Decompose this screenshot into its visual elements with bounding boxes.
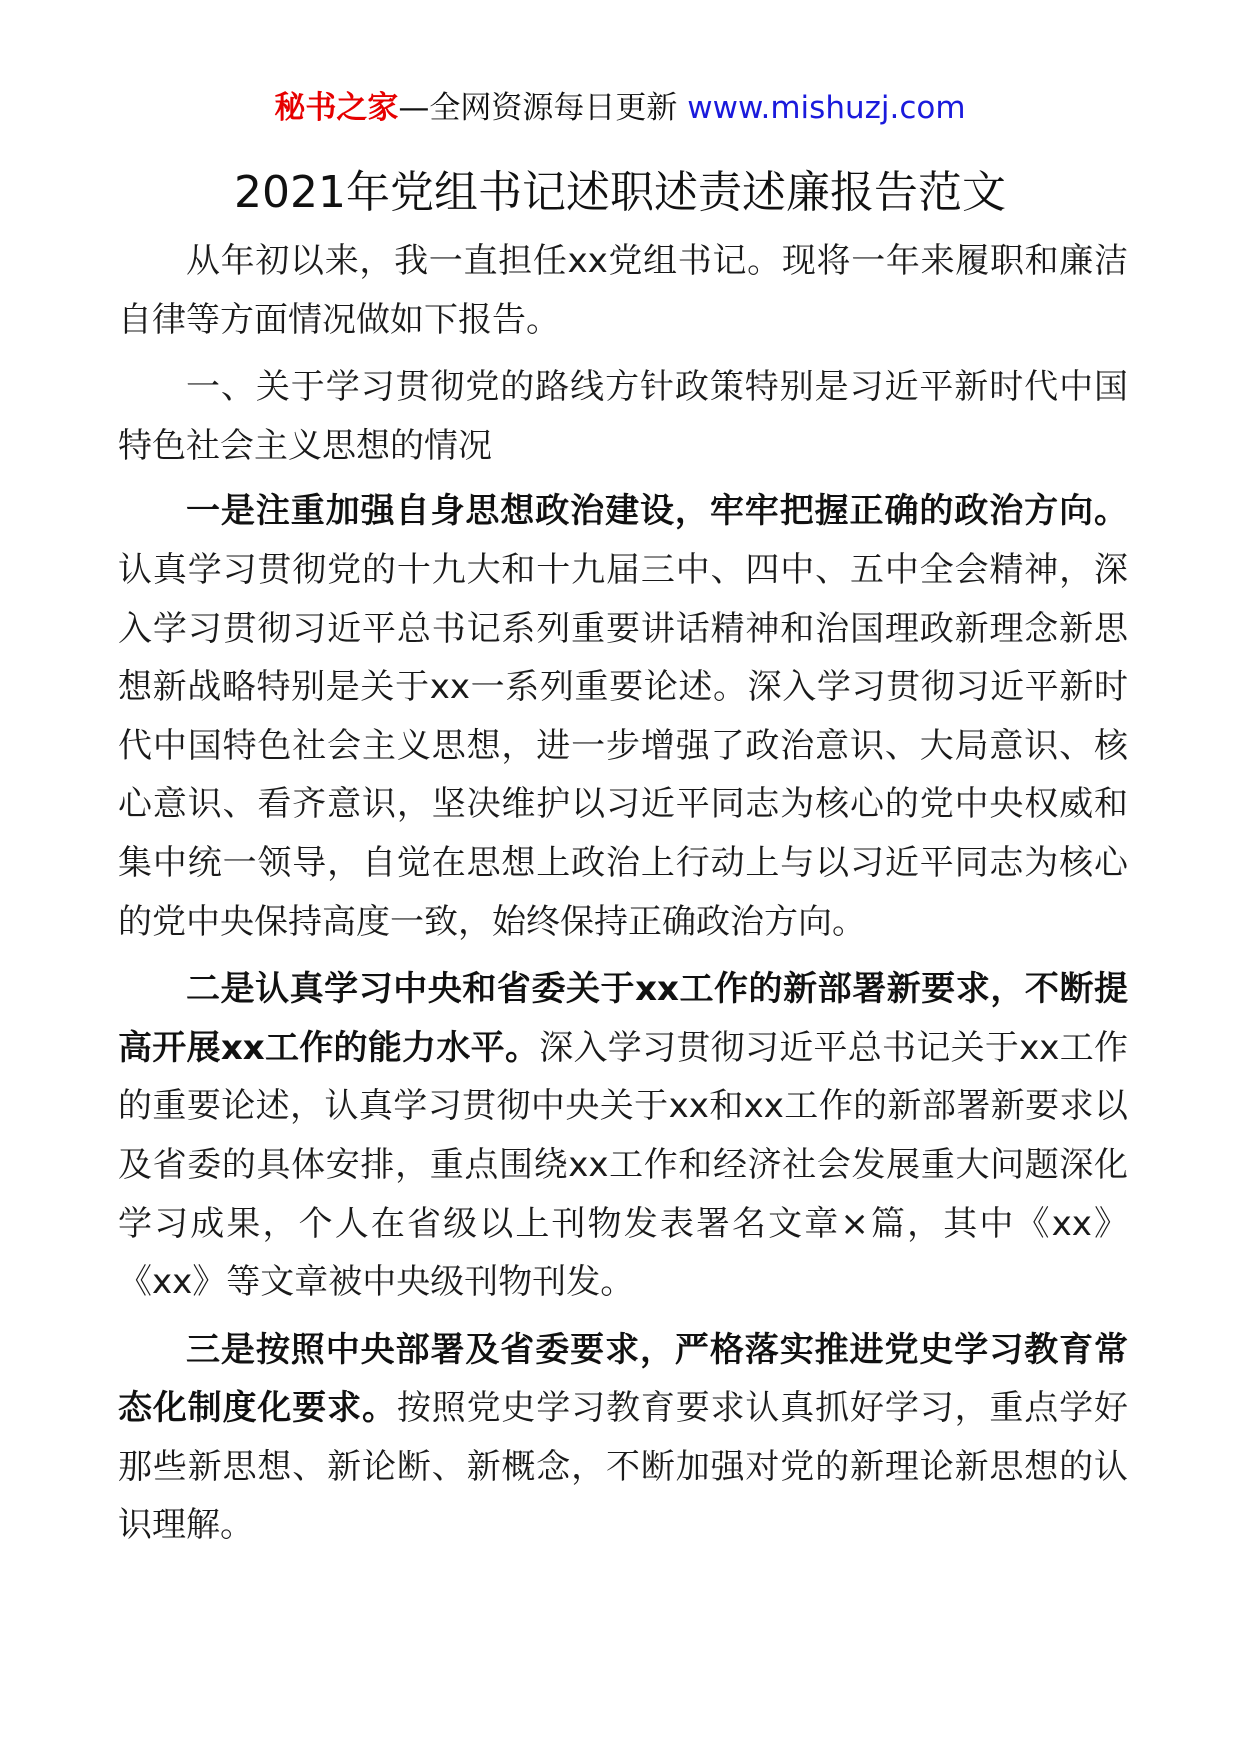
point-paragraph-3 xyxy=(118,1321,1128,1555)
site-header xyxy=(0,88,1240,128)
point-text: 按照党史学习教育要求认真抓好学习，重点学好那些新思想、新论断、新概念，不断加强对党的新理论新思想的认识理解。 xyxy=(118,1388,1129,1546)
section-heading: 一、关于学习贯彻党的路线方针政策特别是习近平新时代中国特色社会主义思想的情况 xyxy=(118,367,1128,466)
point-paragraph-2 xyxy=(118,960,1128,1312)
document-body xyxy=(118,232,1128,1564)
point-lead: 二是认真学习中央和省委关于xx工作的新部署新要求，不断提高开展xx工作的能力水平。 xyxy=(118,969,1128,1068)
point-text: 认真学习贯彻党的十九大和十九届三中、四中、五中全会精神，深入学习贯彻习近平总书记系列重要讲话精神和治国理政新理念新思想新战略特别是关于xx一系列重要论述。深入学习贯彻习近平新时代中国特色社会主义思想，进一步增强了政治意识、大局意识、核心意识、看齐意识，坚决维护以习近平同志为核心的党中央权威和集中统一领导，自觉在思想上政治上行动上与以习近平同志为核心的党中央保持高度一致，始终保持正确政治方向。 xyxy=(118,549,1128,942)
intro-paragraph: 从年初以来，我一直担任xx党组书记。现将一年来履职和廉洁自律等方面情况做如下报告。 xyxy=(118,241,1128,340)
point-lead: 一是注重加强自身思想政治建设，牢牢把握正确的政治方向。 xyxy=(186,491,1128,532)
point-text: 深入学习贯彻习近平总书记关于xx工作的重要论述，认真学习贯彻中央关于xx和xx工作的新部署新要求以及省委的具体安排，重点围绕xx工作和经济社会发展重大问题深化学习成果，个人在省级以上刊物发表署名文章×篇，其中《xx》《xx》等文章被中央级刊物刊发。 xyxy=(118,1027,1128,1303)
document-title: 2021年党组书记述职述责述廉报告范文 xyxy=(234,167,1006,218)
point-lead: 三是按照中央部署及省委要求，严格落实推进党史学习教育常态化制度化要求。 xyxy=(118,1329,1128,1429)
site-brand: 秘书之家 xyxy=(274,90,399,126)
point-paragraph-1 xyxy=(118,482,1128,951)
site-tagline: —全网资源每日更新 xyxy=(398,90,688,126)
site-url-link[interactable]: www.mishuzj.com xyxy=(687,90,966,126)
